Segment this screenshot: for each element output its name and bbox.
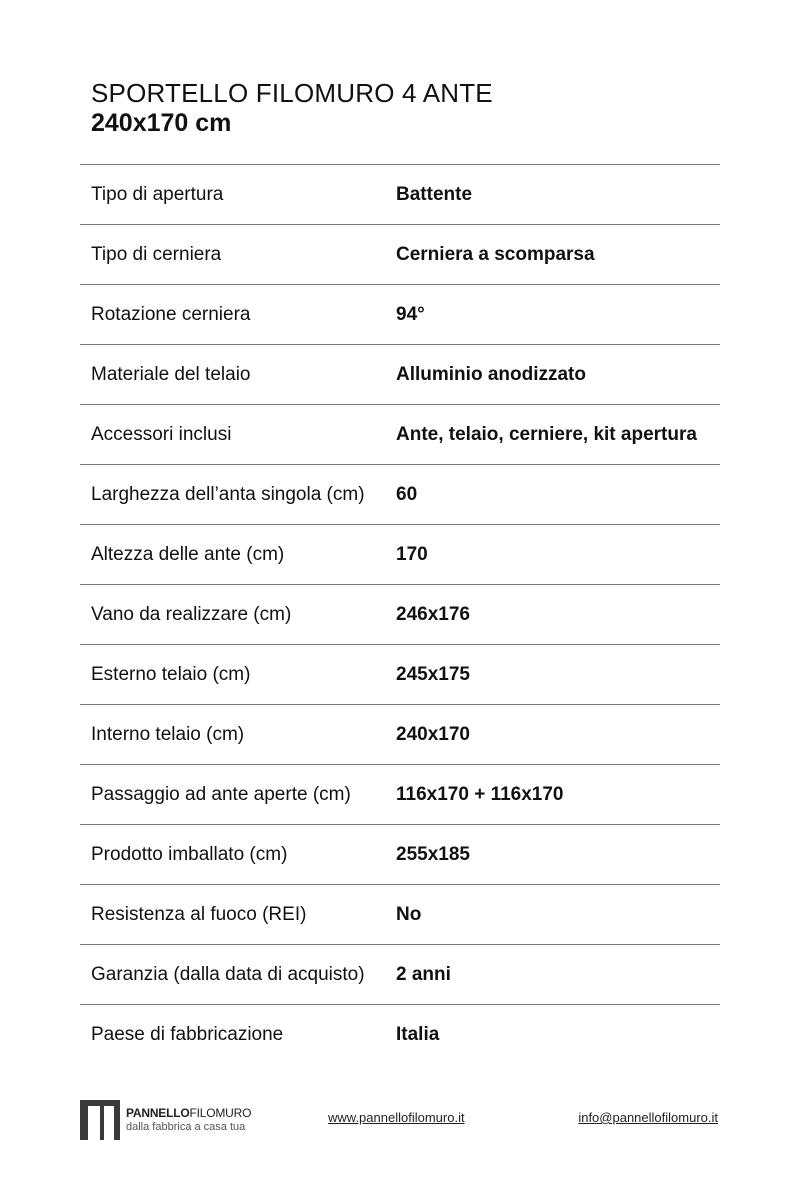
website-link[interactable]: www.pannellofilomuro.it bbox=[328, 1110, 465, 1125]
spec-label: Paese di fabbricazione bbox=[91, 1024, 284, 1045]
spec-row bbox=[80, 885, 720, 945]
spec-value: 255x185 bbox=[396, 843, 470, 865]
spec-value: 170 bbox=[396, 543, 428, 565]
spec-row bbox=[80, 525, 720, 585]
spec-row bbox=[80, 285, 720, 345]
email-link[interactable]: info@pannellofilomuro.it bbox=[578, 1110, 718, 1125]
spec-label: Garanzia (dalla data di acquisto) bbox=[91, 963, 365, 985]
spec-value: Cerniera a scomparsa bbox=[396, 243, 595, 265]
spec-label: Tipo di cerniera bbox=[91, 243, 222, 265]
page-header bbox=[91, 78, 493, 138]
spec-label: Resistenza al fuoco (REI) bbox=[91, 903, 307, 925]
page-footer bbox=[80, 1098, 720, 1142]
spec-value: Battente bbox=[396, 183, 473, 205]
spec-value: 246x176 bbox=[396, 603, 470, 625]
brand-name-bold: PANNELLO bbox=[126, 1106, 190, 1120]
page-subtitle: 240x170 cm bbox=[91, 109, 232, 137]
spec-value: 60 bbox=[396, 483, 418, 505]
spec-label: Materiale del telaio bbox=[91, 363, 251, 385]
spec-row bbox=[80, 645, 720, 705]
spec-value: No bbox=[396, 903, 422, 925]
spec-value: Alluminio anodizzato bbox=[396, 363, 586, 385]
spec-label: Rotazione cerniera bbox=[91, 303, 251, 325]
spec-label: Esterno telaio (cm) bbox=[91, 663, 251, 685]
panel-door-icon bbox=[80, 1100, 120, 1140]
spec-row bbox=[80, 765, 720, 825]
page-title: SPORTELLO FILOMURO 4 ANTE bbox=[91, 78, 493, 108]
spec-label: Interno telaio (cm) bbox=[91, 723, 245, 745]
spec-row bbox=[80, 405, 720, 465]
spec-row bbox=[80, 1005, 720, 1065]
brand-tagline: dalla fabbrica a casa tua bbox=[126, 1121, 246, 1133]
spec-label: Prodotto imballato (cm) bbox=[91, 843, 288, 865]
spec-row bbox=[80, 345, 720, 405]
spec-table bbox=[80, 164, 720, 1065]
spec-value: 94° bbox=[396, 303, 425, 325]
spec-label: Tipo di apertura bbox=[91, 183, 224, 205]
brand-logo bbox=[80, 1100, 251, 1140]
spec-row bbox=[80, 465, 720, 525]
spec-label: Accessori inclusi bbox=[91, 423, 232, 445]
brand-name bbox=[126, 1106, 251, 1120]
spec-label: Vano da realizzare (cm) bbox=[91, 603, 292, 625]
spec-label: Altezza delle ante (cm) bbox=[91, 543, 285, 565]
spec-value: 116x170 + 116x170 bbox=[396, 783, 564, 805]
spec-value: Italia bbox=[396, 1024, 440, 1045]
spec-row bbox=[80, 585, 720, 645]
spec-row bbox=[80, 825, 720, 885]
brand-name-light: FILOMURO bbox=[189, 1106, 252, 1120]
spec-value: 245x175 bbox=[396, 663, 470, 685]
spec-value: Ante, telaio, cerniere, kit apertura bbox=[396, 423, 697, 445]
brand-logo-text bbox=[126, 1106, 251, 1134]
spec-row bbox=[80, 165, 720, 225]
spec-row bbox=[80, 945, 720, 1005]
spec-label: Passaggio ad ante aperte (cm) bbox=[91, 783, 351, 805]
spec-row bbox=[80, 705, 720, 765]
spec-value: 2 anni bbox=[396, 963, 451, 985]
spec-row bbox=[80, 225, 720, 285]
spec-value: 240x170 bbox=[396, 723, 470, 745]
spec-label: Larghezza dell’anta singola (cm) bbox=[91, 483, 365, 505]
